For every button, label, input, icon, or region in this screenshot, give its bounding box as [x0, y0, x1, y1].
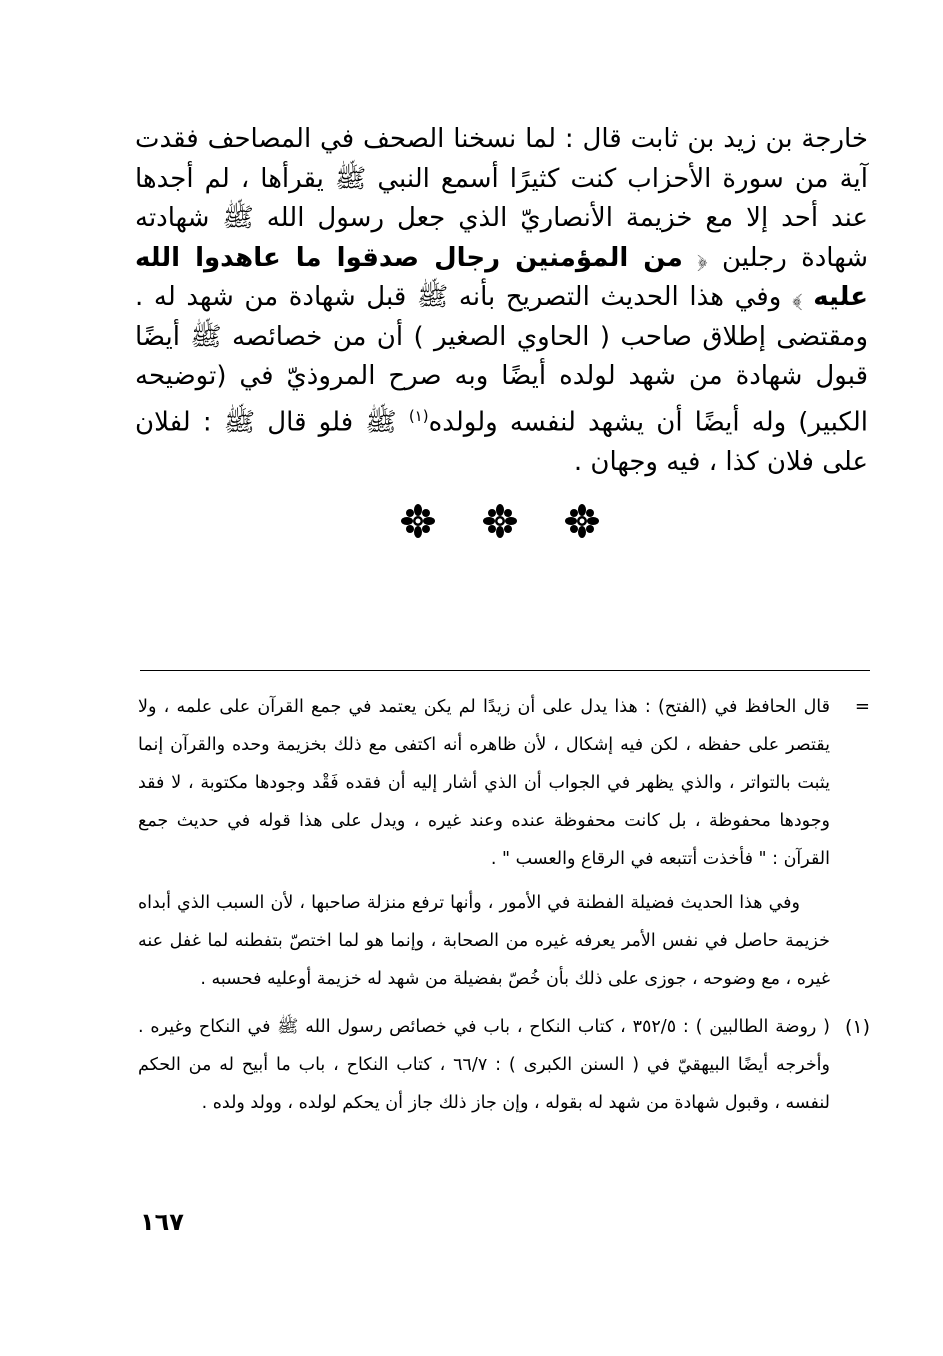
section-divider-ornaments — [400, 503, 600, 539]
main-text-line-1: خارجة بن زيد بن ثابت قال : لما نسخنا الصحف في المصاحف فقدت آية من سورة الأحزاب كنت كثيرًا أسمع النبي ﷺ يقرأها ، لم أجدها عند أحد إلا مع خزيمة الأنصاريّ الذي جعل رسول الله ﷺ شهادته شهادة رجلين ﴿ — [135, 124, 868, 273]
main-text-line-3: ﷺ فلو قال ﷺ : لفلان على فلان كذا ، فيه وجهان . — [135, 407, 868, 477]
quran-quote: من المؤمنين رجال صدقوا ما عاهدوا الله عليه — [135, 242, 868, 312]
flower-ornament-icon — [400, 503, 436, 539]
page-number: ١٦٧ — [140, 1208, 184, 1236]
flower-ornament-icon — [482, 503, 518, 539]
footnote-continuation-text: قال الحافظ في (الفتح) : هذا يدل على أن زيدًا لم يكن يعتمد في جمع القرآن على علمه ، ولا يقتصر على حفظه ، لكن فيه إشكال ، لأن ظاهره أنه اكتفى مع ذلك بخزيمة وحده والقرآن إنما يثبت بالتواتر ، والذي يظهر في الجواب أن الذي أشار إليه أن فقده فَقْد وجودها مكتوبة ، لا فقد وجودها محفوظة ، بل كانت محفوظة عنده وعند غيره ، ويدل على هذا قوله في حديث جمع القرآن : " فأخذت أتتبعه في الرقاع والعسب " . — [138, 697, 830, 869]
footnote-1 — [138, 1008, 870, 1122]
footnotes-section — [138, 688, 870, 1122]
flower-ornament-icon — [564, 503, 600, 539]
main-text-block — [135, 120, 868, 482]
main-text-line-2: ﴾ وفي هذا الحديث التصريح بأنه ﷺ قبل شهادة من شهد له . ومقتضى إطلاق صاحب ( الحاوي الصغير ) أن من خصائصه ﷺ أيضًا قبول شهادة من شهد لولده أيضًا وبه صرح المروذيّ في (توضيحه الكبير) وله أيضًا أن يشهد لنفسه ولولده — [135, 282, 868, 438]
footnote-continuation — [138, 688, 870, 998]
footnote-1-number: (١) — [844, 1016, 870, 1038]
continuation-marker: = — [854, 696, 870, 717]
footnote-1-text: ( روضة الطالبين ) : ٣٥٢/٥ ، كتاب النكاح ، باب في خصائص رسول الله ﷺ في النكاح وغيره . وأخرجه أيضًا البيهقيّ في ( السنن الكبرى ) : ٦٦/٧ ، كتاب النكاح ، باب ما أبيح له من الحكم لنفسه ، وقبول شهادة من شهد له بقوله ، وإن جاز ذلك جاز أن يحكم لولده ، وولد ولده . — [138, 1017, 831, 1113]
footnote-reference[interactable]: (١) — [408, 406, 429, 425]
footnote-separator — [140, 670, 870, 671]
footnote-paragraph-2: وفي هذا الحديث فضيلة الفطنة في الأمور ، وأنها ترفع منزلة صاحبها ، لأن السبب الذي أبداه خزيمة حاصل في نفس الأمر يعرفه غيره من الصحابة ، وإنما هو لما اختصّ بتفطنه لما غفل عنه غيره ، مع وضوحه ، جوزى على ذلك بأن خُصّ بفضيلة من شهد له خزيمة أوعليه فحسبه . — [138, 893, 830, 989]
main-paragraph — [135, 120, 868, 482]
